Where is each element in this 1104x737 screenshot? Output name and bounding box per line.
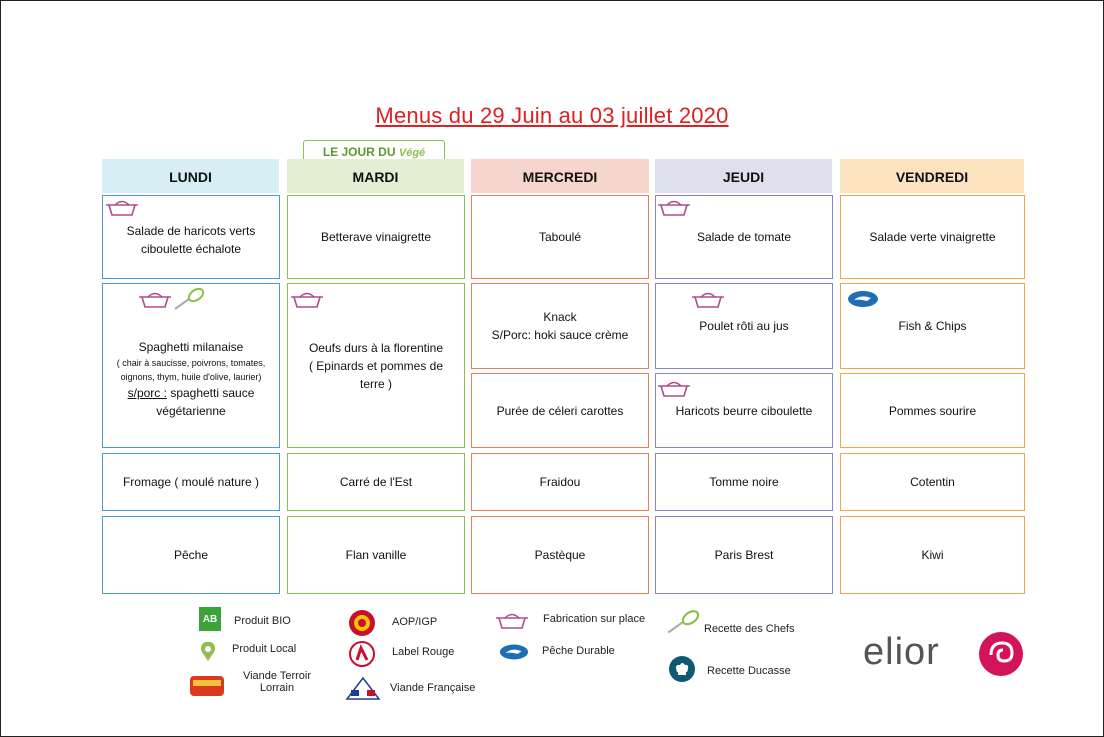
mercredi-dessert-cell bbox=[471, 516, 649, 594]
jeudi-dessert-cell bbox=[655, 516, 833, 594]
mercredi-fromage-cell bbox=[471, 453, 649, 511]
legend-local: Produit Local bbox=[232, 643, 297, 655]
mercredi-fromage: Fraidou bbox=[539, 475, 581, 489]
local-pin-icon bbox=[199, 642, 217, 662]
vendredi-plat: Fish & Chips bbox=[898, 319, 967, 333]
bio-icon bbox=[199, 607, 221, 631]
legend-aop: AOP/IGP bbox=[392, 616, 438, 628]
whisk-icon bbox=[171, 287, 205, 313]
mercredi-plat-line1: Knack bbox=[543, 310, 577, 324]
veg-badge-prefix: LE JOUR DU bbox=[322, 145, 396, 159]
mardi-fromage-cell bbox=[287, 453, 465, 511]
brand-logo bbox=[863, 631, 940, 674]
elior-swirl-icon bbox=[977, 631, 1025, 677]
viande-lorrain-icon bbox=[189, 674, 225, 698]
vendredi-entree: Salade verte vinaigrette bbox=[869, 230, 996, 244]
vendredi-dessert: Kiwi bbox=[921, 548, 944, 562]
mercredi-plat-line2: S/Porc: hoki sauce crème bbox=[491, 328, 629, 342]
fabrication-pot-icon bbox=[657, 196, 691, 218]
vendredi-accomp-cell bbox=[840, 373, 1025, 448]
whisk-icon bbox=[664, 608, 700, 638]
legend-chefs: Recette des Chefs bbox=[704, 623, 795, 635]
mercredi-dessert: Pastèque bbox=[534, 548, 586, 562]
vendredi-dessert-cell bbox=[840, 516, 1025, 594]
brand-name: elior bbox=[863, 631, 940, 673]
lundi-plat-detail: ( chair à saucisse, poivrons, tomates, oignons, thym, huile d'olive, laurier) bbox=[116, 357, 266, 382]
vendredi-accomp: Pommes sourire bbox=[888, 403, 977, 418]
mercredi-entree: Taboulé bbox=[538, 230, 582, 244]
mardi-fromage: Carré de l'Est bbox=[339, 475, 413, 489]
jeudi-accomp: Haricots beurre ciboulette bbox=[675, 403, 813, 418]
jeudi-fromage: Tomme noire bbox=[709, 475, 779, 489]
mardi-entree-cell bbox=[287, 195, 465, 279]
legend-bio: Produit BIO bbox=[234, 615, 291, 627]
mercredi-plat-cell bbox=[471, 283, 649, 369]
legend-peche: Pêche Durable bbox=[542, 645, 615, 657]
lundi-fromage: Fromage ( moulé nature ) bbox=[122, 475, 260, 489]
page-title: Menus du 29 Juin au 03 juillet 2020 bbox=[375, 103, 729, 128]
mercredi-accomp: Purée de céleri carottes bbox=[496, 403, 624, 418]
legend-viande-fr: Viande Française bbox=[390, 682, 476, 694]
header-vendredi: VENDREDI bbox=[840, 159, 1024, 193]
vendredi-fromage: Cotentin bbox=[910, 475, 955, 489]
jeudi-fromage-cell bbox=[655, 453, 833, 511]
mardi-plat-line1: Oeufs durs à la florentine bbox=[308, 340, 444, 355]
legend-fabrication: Fabrication sur place bbox=[543, 613, 646, 625]
header-mardi: MARDI bbox=[287, 159, 464, 193]
lundi-sporc-label: s/porc : bbox=[127, 385, 167, 400]
vendredi-entree-cell bbox=[840, 195, 1025, 279]
lundi-plat-name: Spaghetti milanaise bbox=[138, 339, 244, 354]
lundi-fromage-cell bbox=[102, 453, 280, 511]
lundi-dessert-cell bbox=[102, 516, 280, 594]
jeudi-plat-cell bbox=[655, 283, 833, 369]
header-jeudi: JEUDI bbox=[655, 159, 832, 193]
lundi-dessert: Pêche bbox=[173, 548, 209, 562]
legend-ducasse: Recette Ducasse bbox=[707, 665, 791, 677]
sustainable-fishing-icon bbox=[499, 643, 529, 661]
header-lundi: LUNDI bbox=[102, 159, 279, 193]
jeudi-entree: Salade de tomate bbox=[696, 230, 792, 244]
jeudi-plat: Poulet rôti au jus bbox=[699, 319, 789, 333]
mardi-dessert-cell bbox=[287, 516, 465, 594]
fabrication-pot-icon bbox=[495, 609, 529, 631]
fabrication-pot-icon bbox=[290, 288, 324, 310]
viande-francaise-icon bbox=[345, 675, 381, 703]
chef-hat-icon bbox=[668, 655, 696, 683]
fabrication-pot-icon bbox=[691, 288, 725, 310]
fabrication-pot-icon bbox=[657, 377, 691, 399]
vendredi-fromage-cell bbox=[840, 453, 1025, 511]
fabrication-pot-icon bbox=[138, 288, 172, 310]
lundi-sporc-dish: spaghetti sauce végétarienne bbox=[156, 385, 255, 418]
veg-badge-word: Végé bbox=[398, 147, 426, 159]
mardi-dessert: Flan vanille bbox=[345, 548, 407, 562]
mercredi-entree-cell bbox=[471, 195, 649, 279]
mercredi-accomp-cell bbox=[471, 373, 649, 448]
jeudi-dessert: Paris Brest bbox=[714, 548, 774, 562]
mardi-entree: Betterave vinaigrette bbox=[320, 230, 432, 244]
legend-label-rouge: Label Rouge bbox=[392, 646, 455, 658]
fabrication-pot-icon bbox=[105, 196, 139, 218]
lundi-entree: Salade de haricots verts ciboulette échalote bbox=[126, 224, 256, 256]
bio-badge-text: AB bbox=[202, 614, 218, 625]
legend-viande-lorrain: Viande Terroir Lorrain bbox=[242, 670, 312, 694]
mardi-plat-line2: ( Epinards et pommes de terre ) bbox=[308, 358, 444, 391]
aop-igp-icon bbox=[348, 609, 376, 637]
label-rouge-icon bbox=[349, 641, 375, 667]
header-mercredi: MERCREDI bbox=[471, 159, 649, 193]
sustainable-fishing-icon bbox=[847, 290, 879, 308]
